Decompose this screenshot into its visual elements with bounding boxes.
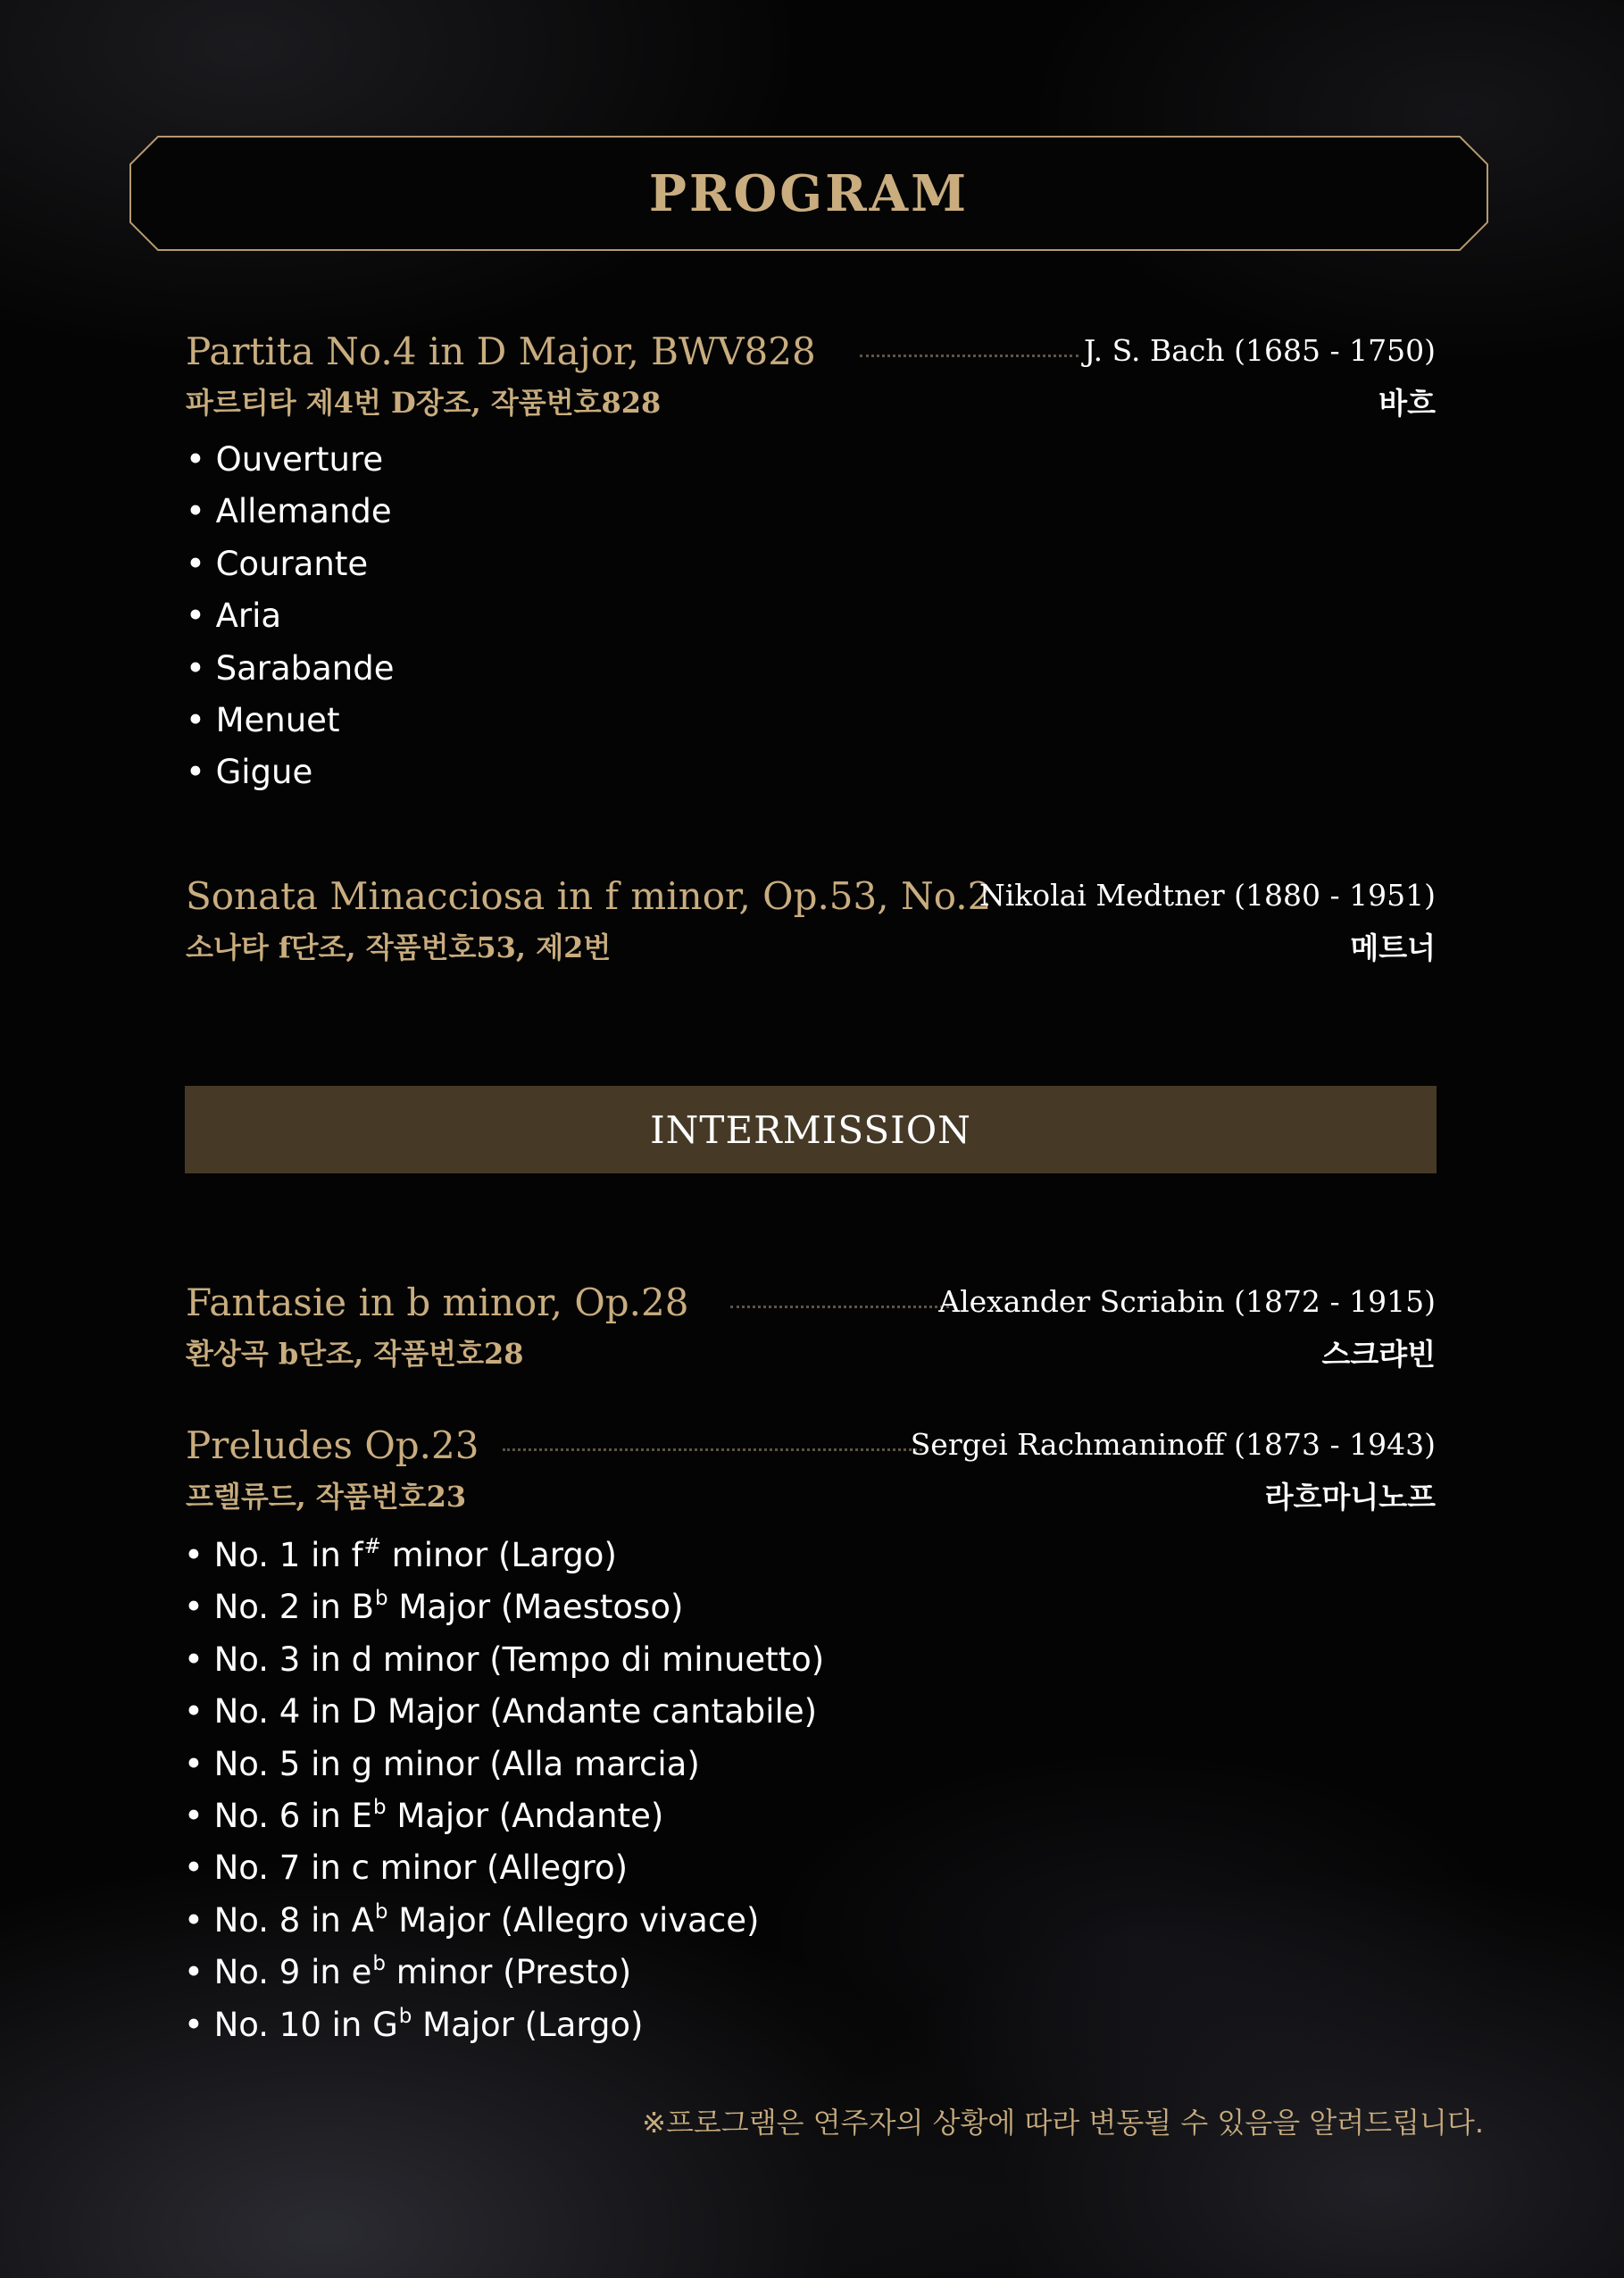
list-item: • Ouverture — [186, 440, 384, 479]
list-item: • Sarabande — [186, 648, 395, 688]
piece-composer: Nikolai Medtner (1880 - 1951) — [979, 878, 1436, 913]
list-item: • No. 1 in f# minor (Largo) — [184, 1535, 617, 1574]
prelude-list — [184, 1530, 1436, 2051]
piece-title: Preludes Op.23 — [186, 1423, 479, 1467]
list-item: • No. 7 in c minor (Allegro) — [184, 1848, 629, 1888]
composer-name-korean: 스크랴빈 — [1321, 1337, 1436, 1372]
list-item: • Courante — [186, 544, 369, 583]
intermission-banner: INTERMISSION — [185, 1086, 1437, 1173]
piece-bach-partita — [186, 321, 1436, 799]
piece-medtner-sonata — [186, 866, 1436, 968]
piece-scriabin-fantasie — [186, 1273, 1436, 1374]
list-item: • No. 2 in $B^b$ Major (Maestoso) — [184, 1587, 684, 1627]
piece-title: Fantasie in b minor, Op.28 — [186, 1281, 689, 1324]
list-item: • Gigue — [186, 753, 313, 792]
list-item: • No. 6 in $E^b$ Major (Andante) — [184, 1795, 664, 1835]
list-item: • No. 10 in $G^b$ Major (Largo) — [184, 2004, 644, 2044]
piece-composer: Sergei Rachmaninoff (1873 - 1943) — [910, 1427, 1436, 1462]
piece-rachmaninoff-preludes — [186, 1415, 1436, 2051]
piece-title-korean: 프렐류드, 작품번호23 — [186, 1480, 467, 1514]
dotted-leader — [503, 1448, 922, 1451]
program-change-notice: ※프로그램은 연주자의 상황에 따라 변동될 수 있음을 알려드립니다. — [642, 2106, 1484, 2140]
list-item: • No. 9 in $e^b$ minor (Presto) — [184, 1952, 632, 1992]
program-title: PROGRAM — [648, 163, 970, 223]
list-item: • No. 4 in D Major (Andante cantabile) — [184, 1692, 818, 1731]
composer-name-korean: 바흐 — [1378, 386, 1436, 421]
piece-title-korean: 환상곡 b단조, 작품번호28 — [186, 1337, 524, 1371]
piece-composer: J. S. Bach (1685 - 1750) — [1083, 333, 1436, 368]
movement-list — [186, 434, 1436, 799]
list-item: • No. 5 in g minor (Alla marcia) — [184, 1744, 700, 1783]
piece-title: Partita No.4 in D Major, BWV828 — [186, 330, 816, 373]
piece-composer: Alexander Scriabin (1872 - 1915) — [938, 1284, 1436, 1319]
program-header — [129, 136, 1488, 251]
composer-name-korean: 메트너 — [1350, 930, 1436, 965]
list-item: • No. 3 in d minor (Tempo di minuetto) — [184, 1640, 825, 1679]
dotted-leader — [730, 1306, 949, 1308]
dotted-leader — [860, 355, 1079, 357]
list-item: • Menuet — [186, 700, 340, 739]
piece-title-korean: 파르티타 제4번 D장조, 작품번호828 — [186, 386, 662, 420]
piece-title: Sonata Minacciosa in f minor, Op.53, No.2 — [186, 874, 992, 918]
composer-name-korean: 라흐마니노프 — [1264, 1480, 1436, 1514]
list-item: • Aria — [186, 597, 282, 636]
piece-title-korean: 소나타 f단조, 작품번호53, 제2번 — [186, 930, 612, 964]
list-item: • Allemande — [186, 492, 392, 531]
list-item: • No. 8 in $A^b$ Major (Allegro vivace) — [184, 1899, 760, 1940]
